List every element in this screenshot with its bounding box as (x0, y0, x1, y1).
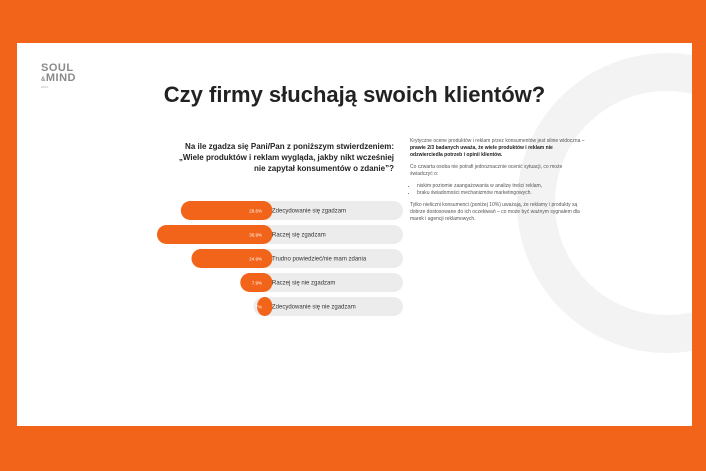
commentary-paragraph-2: Co czwarta osoba nie potrafi jednoznacznie ocenić sytuacji, co może świadczyć o: (410, 164, 563, 177)
bar-chart (17, 43, 692, 426)
question-line-1: Na ile zgadza się Pani/Pan z poniższym stwierdzeniem: (185, 142, 394, 151)
slide (17, 43, 692, 426)
commentary-p1-bold: prawie 2/3 badanych uważa, że wiele produktów i reklam nie odzwierciedla potrzeb i opinii klientów. (410, 145, 553, 158)
commentary-paragraph-3: Tylko nieliczni konsumenci (poniżej 10%) uważają, że reklamy i produkty są dobrze dostosowane do ich oczekiwań – co może być ważnym sygnałem dla marek i agencji reklamowych. (410, 202, 580, 222)
page-title: Czy firmy słuchają swoich klientów? (163, 82, 546, 107)
commentary-paragraph-1 (410, 138, 585, 159)
logo-line1: SOUL (41, 62, 74, 74)
question-line-3: nie zapytał konsumentów o zdanie”? (253, 164, 394, 173)
value-label: 24.9% (249, 256, 262, 262)
value-label: 36.9% (249, 232, 262, 238)
logo-tagline: 2024 (41, 85, 48, 89)
value-label: 28.6% (249, 208, 262, 214)
commentary-bullet: • braku świadomości mechanizmów marketingowych. (417, 190, 585, 197)
category-label: Raczej się zgadzam (272, 232, 326, 239)
category-label: Zdecydowanie się zgadzam (272, 208, 347, 215)
category-label: Zdecydowanie się nie zgadzam (272, 304, 356, 311)
commentary-bullets (410, 183, 585, 197)
value-label: 7.9% (251, 280, 262, 286)
logo-line2-text: MIND (45, 72, 76, 84)
category-label: Trudno powiedzieć/nie mam zdania (272, 256, 367, 263)
commentary-bullet: • niskim poziomie zaangażowania w analizę treści reklam, (417, 183, 585, 190)
commentary-p1-lead: Krytyczne ocene produktów i reklam przez konsumentów jest silnie widoczna – (410, 138, 585, 144)
value-label: 1.7% (251, 304, 262, 310)
question-line-2: „Wiele produktów i reklam wygląda, jakby nikt wcześniej (178, 153, 394, 162)
logo-amp: & (41, 77, 46, 83)
category-label: Raczej się nie zgadzam (272, 280, 336, 287)
commentary (410, 138, 585, 228)
